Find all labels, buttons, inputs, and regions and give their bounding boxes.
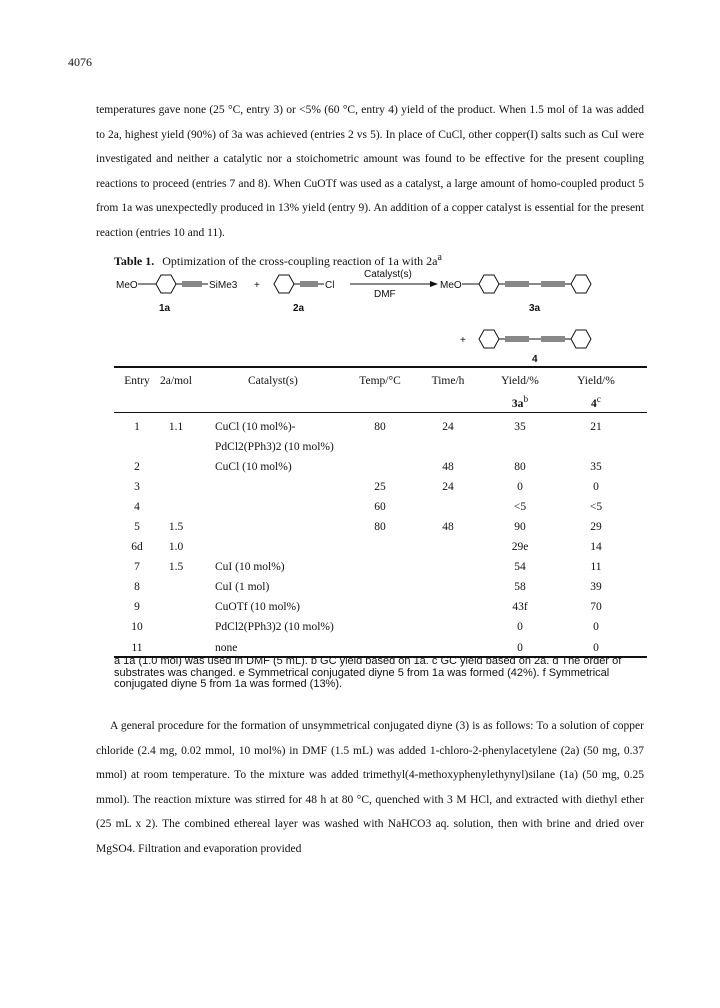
cell-yield-3a: 29e <box>511 541 529 553</box>
reagent-2-group: Cl <box>325 280 335 291</box>
cell-catalyst: none <box>215 642 238 654</box>
cell-entry: 8 <box>134 581 140 593</box>
reaction-scheme <box>96 266 636 366</box>
cell-entry: 3 <box>134 481 140 493</box>
cell-yield-3a: 43f <box>512 601 528 613</box>
reagent-1-group: SiMe3 <box>209 280 238 291</box>
cell-catalyst: CuOTf (10 mol%) <box>215 601 300 613</box>
cell-mol: 1.0 <box>168 541 184 553</box>
benzene-ring-2a <box>274 275 294 293</box>
cell-catalyst: CuI (10 mol%) <box>215 561 285 573</box>
plus-sign-2: + <box>460 335 466 346</box>
label-3a: 3a <box>529 303 541 314</box>
arrow-head <box>430 281 438 287</box>
cell-time: 24 <box>442 421 454 433</box>
table-caption-text: Optimization of the cross-coupling reaction of 1a with 2a <box>162 254 438 268</box>
cell-yield-3a: 90 <box>514 521 526 533</box>
cell-yield-4: 29 <box>590 521 602 533</box>
plus-sign: + <box>254 280 260 291</box>
header-yield-3a-sub: $3a^b$ <box>511 394 529 410</box>
cell-time: 48 <box>442 461 454 473</box>
cell-temp: 80 <box>374 421 386 433</box>
conditions-top: Catalyst(s) <box>364 269 412 280</box>
cell-entry: 4 <box>134 501 140 513</box>
label-4: 4 <box>532 354 538 365</box>
cell-catalyst: PdCl2(PPh3)2 (10 mol%) <box>215 621 334 633</box>
cell-yield-4: 14 <box>590 541 602 553</box>
cell-yield-4: 0 <box>593 481 599 493</box>
cell-time: 48 <box>442 521 454 533</box>
conditions-bottom: DMF <box>374 289 396 300</box>
benzene-ring-4-left <box>479 330 499 348</box>
header-catalyst: Catalyst(s) <box>248 375 298 387</box>
benzene-ring-3a-right <box>571 275 591 293</box>
cell-yield-4: 35 <box>590 461 602 473</box>
cell-time: 24 <box>442 481 454 493</box>
cell-yield-3a: 58 <box>514 581 526 593</box>
header-entry: Entry <box>124 375 150 387</box>
cell-catalyst: CuCl (10 mol%)- <box>215 421 296 433</box>
benzene-ring-1a <box>156 275 176 293</box>
table-caption-mark: a <box>437 252 442 263</box>
header-mol: 2a/mol <box>160 375 192 387</box>
cell-catalyst: CuCl (10 mol%) <box>215 461 292 473</box>
table-top-rule <box>114 366 647 368</box>
label-1a: 1a <box>159 303 171 314</box>
paragraph-1: temperatures gave none (25 °C, entry 3) or <5% (60 °C, entry 4) yield of the product. When 1.5 mol of 1a was added to 2a, highest yield (90%) of 3a was achieved (entries 2 vs 5). In place of CuCl, other copper(I) salts such as CuI were investigated and neither a catalytic nor a stoichometric amount was found to be effective for the present coupling reactions to proceed (entries 7 and 8). When CuOTf was used as a catalyst, a large amount of homo-coupled product 5 from 1a was unexpectedly produced in 13% yield (entry 9). An addition of a copper catalyst is essential for the present reaction (entries 10 and 11). <box>96 104 644 239</box>
cell-catalyst-line-2: PdCl2(PPh3)2 (10 mol%) <box>215 441 334 453</box>
cell-yield-4: 0 <box>593 642 599 654</box>
cell-yield-4: 0 <box>593 621 599 633</box>
reagent-1-meo: MeO <box>116 280 138 291</box>
cell-temp: 80 <box>374 521 386 533</box>
cell-yield-3a: 0 <box>517 642 523 654</box>
benzene-ring-3a-left <box>479 275 499 293</box>
cell-entry: 9 <box>134 601 140 613</box>
header-temp: Temp/°C <box>359 375 401 387</box>
cell-temp: 25 <box>374 481 386 493</box>
cell-entry: 5 <box>134 521 140 533</box>
cell-mol: 1.5 <box>168 561 184 573</box>
cell-yield-3a: 35 <box>514 421 526 433</box>
cell-yield-3a: <5 <box>513 501 527 513</box>
table-header-rule <box>114 412 647 413</box>
header-yield-3a: Yield/% <box>501 375 539 387</box>
cell-entry: 6d <box>131 541 143 553</box>
cell-yield-4: 39 <box>590 581 602 593</box>
cell-temp: 60 <box>374 501 386 513</box>
cell-entry: 11 <box>131 642 143 654</box>
cell-yield-4: 70 <box>590 601 602 613</box>
cell-yield-4: 21 <box>590 421 602 433</box>
cell-yield-4: <5 <box>589 501 603 513</box>
cell-yield-3a: 54 <box>514 561 526 573</box>
cell-yield-4: 11 <box>590 561 602 573</box>
cell-entry: 1 <box>134 421 140 433</box>
cell-entry: 10 <box>131 621 143 633</box>
header-time: Time/h <box>431 375 465 387</box>
product-meo: MeO <box>440 280 462 291</box>
cell-mol: 1.5 <box>168 521 184 533</box>
header-yield-4: Yield/% <box>577 375 615 387</box>
cell-yield-3a: 0 <box>517 481 523 493</box>
cell-yield-3a: 80 <box>514 461 526 473</box>
header-yield-4-sub: 4$^c$ <box>590 394 601 410</box>
label-2a: 2a <box>293 303 305 314</box>
benzene-ring-4-right <box>571 330 591 348</box>
cell-mol: 1.1 <box>168 421 184 433</box>
page-number: 4076 <box>68 55 92 69</box>
paragraph-2: A general procedure for the formation of unsymmetrical conjugated diyne (3) is as follows: To a solution of copper chloride (2.4 mg, 0.02 mmol, 10 mol%) in DMF (1.5 mL) was added 1-chloro-2-phenylacetylene (2a) (50 mg, 0.37 mmol) at room temperature. To the mixture was added trimethyl(4-methoxyphenylethynyl)silane (1a) (50 mg, 0.25 mmol). The reaction mixture was stirred for 48 h at 80 °C, quenched with 3 M HCl, and extracted with diethyl ether (25 mL x 2). The combined ethereal layer was washed with NaHCO3 aq. solution, then with brine and dried over MgSO4. Filtration and evaporation provided <box>96 720 644 855</box>
cell-yield-3a: 0 <box>517 621 523 633</box>
cell-entry: 2 <box>134 461 140 473</box>
table-label: Table 1. <box>114 254 155 268</box>
cell-catalyst: CuI (1 mol) <box>215 581 270 593</box>
table-footnotes: a 1a (1.0 mol) was used in DMF (5 mL). b GC yield based on 1a. c GC yield based on 2a. d The order of substrates was changed. e Symmetrical conjugated diyne 5 from 1a was formed (42%). f Symmetrical conjugated diyne 5 from 1a was formed (13%). <box>114 655 622 690</box>
cell-entry: 7 <box>134 561 140 573</box>
